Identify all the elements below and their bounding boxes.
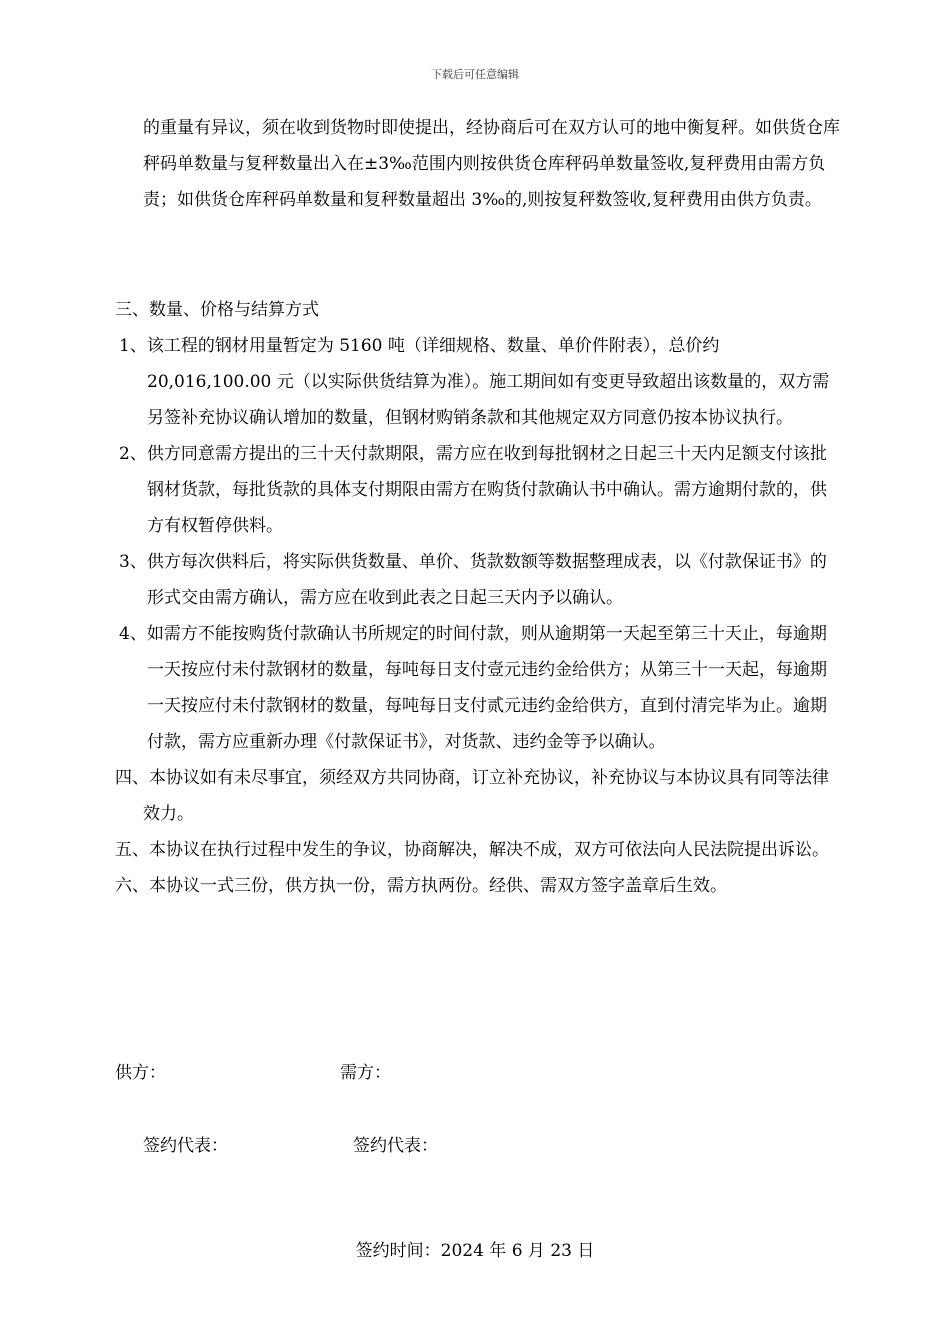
intro-paragraph: 的重量有异议，须在收到货物时即使提出，经协商后可在双方认可的地中衡复秤。如供货仓库秤码单数量与复秤数量出入在±3‰范围内则按供货仓库秤码单数量签收,复秤费用由需方负责；如供货仓库秤码单数量和复秤数量超出 3‰的,则按复秤数签收,复秤费用由供方负责。 [143, 118, 840, 210]
section-6-paragraph: 六、本协议一式三份，供方执一份，需方执两份。经供、需双方签字盖章后生效。 [115, 876, 727, 896]
signing-date: 签约时间：2024 年 6 月 23 日 [355, 1241, 595, 1261]
intro-paragraph-block [115, 110, 840, 218]
section-3-title: 三、数量、价格与结算方式 [115, 300, 319, 320]
page-header-note: 下载后可任意编辑 [431, 68, 519, 81]
section-3-item-3: 3、供方每次供料后，将实际供货数量、单价、货款数额等数据整理成表，以《付款保证书》的形式交由需方确认，需方应在收到此表之日起三天内予以确认。 [119, 552, 827, 608]
main-content [115, 292, 840, 904]
buyer-label: 需方： [340, 1063, 391, 1083]
section-3-item-1: 1、该工程的钢材用量暂定为 5160 吨（详细规格、数量、单价件附表），总价约20,016,100.00 元（以实际供货结算为准）。施工期间如有变更导致超出该数量的，双方需另签补充协议确认增加的数量，但钢材购销条款和其他规定双方同意仍按本协议执行。 [119, 336, 830, 428]
section-3-item-4: 4、如需方不能按购货付款确认书所规定的时间付款，则从逾期第一天起至第三十天止，每逾期一天按应付未付款钢材的数量，每吨每日支付壹元违约金给供方；从第三十一天起，每逾期一天按应付未付款钢材的数量，每吨每日支付贰元违约金给供方，直到付清完毕为止。逾期付款，需方应重新办理《付款保证书》，对货款、违约金等予以确认。 [119, 624, 827, 752]
section-4-paragraph: 四、本协议如有未尽事宜，须经双方共同协商，订立补充协议，补充协议与本协议具有同等法律效力。 [115, 768, 829, 824]
section-5-paragraph: 五、本协议在执行过程中发生的争议，协商解决，解决不成，双方可依法向人民法院提出诉讼。 [115, 840, 829, 860]
supplier-representative-label: 签约代表： [143, 1136, 228, 1156]
section-3-item-2: 2、供方同意需方提出的三十天付款期限，需方应在收到每批钢材之日起三十天内足额支付该批钢材货款，每批货款的具体支付期限由需方在购货付款确认书中确认。需方逾期付款的，供方有权暂停供料。 [119, 444, 827, 536]
supplier-label: 供方： [115, 1063, 166, 1083]
buyer-representative-label: 签约代表： [353, 1136, 438, 1156]
